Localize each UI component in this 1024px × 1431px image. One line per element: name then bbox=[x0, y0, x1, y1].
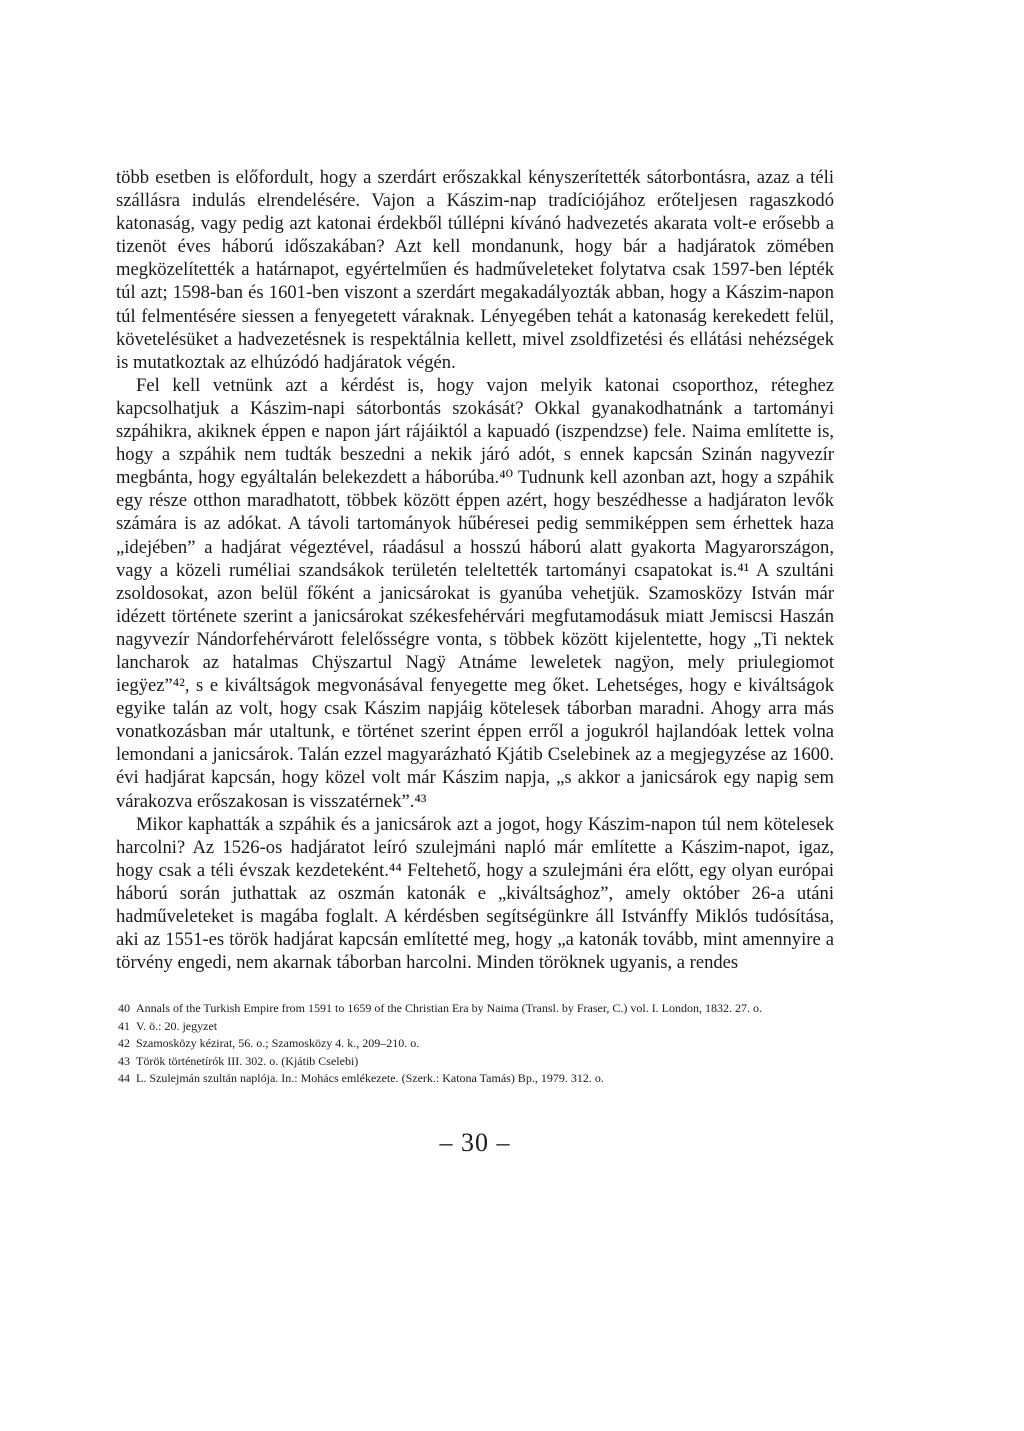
body-text bbox=[116, 166, 834, 974]
footnote-40 bbox=[116, 1000, 834, 1018]
footnote-number: 44 bbox=[118, 1071, 130, 1086]
footnote-text: Szamosközy kézirat, 56. o.; Szamosközy 4. k., 209–210. o. bbox=[136, 1036, 420, 1051]
footnote-41 bbox=[116, 1018, 834, 1036]
paragraph-3: Mikor kaphatták a szpáhik és a janicsárok azt a jogot, hogy Kászim-napon túl nem kötelesek harcolni? Az 1526-os hadjáratot leíró szulejmáni napló már említette a Kászim-napot, igaz, hogy csak a téli évszak kezdeteként.⁴⁴ Feltehető, hogy a szulejmáni éra előtt, egy olyan európai háború során juthattak az oszmán katonák e „kiváltsághoz”, amely október 26-a utáni hadműveleteket is magába foglalt. A kérdésben segítségünkre áll Istvánffy Miklós tudósítása, aki az 1551-es török hadjárat kapcsán említetté meg, hogy „a katonák tovább, mint amennyire a törvény engedi, nem akarnak táborban harcolni. Minden töröknek ugyanis, a rendes bbox=[116, 813, 834, 974]
footnote-44 bbox=[116, 1070, 834, 1088]
footnote-text: Török történetírók III. 302. o. (Kjátib Cselebi) bbox=[136, 1053, 359, 1068]
footnote-43 bbox=[116, 1053, 834, 1071]
document-page bbox=[116, 166, 834, 1158]
footnotes bbox=[116, 1000, 834, 1088]
footnote-number: 40 bbox=[118, 1001, 130, 1016]
footnote-number: 42 bbox=[118, 1036, 130, 1051]
footnote-number: 41 bbox=[118, 1018, 130, 1033]
footnote-42 bbox=[116, 1035, 834, 1053]
page-number: – 30 – bbox=[439, 1127, 511, 1157]
paragraph-2: Fel kell vetnünk azt a kérdést is, hogy vajon melyik katonai csoporthoz, réteghez kapcsolhatjuk a Kászim-napi sátorbontás szokását? Okkal gyanakodhatnánk a tartományi szpáhikra, akiknek éppen e napon járt rájáiktól a kapuadó (iszpendzse) fele. Naima említette is, hogy a szpáhik nem tudták beszedni a nekik járó adót, s ennek kapcsán Szinán nagyvezír megbánta, hogy egyáltalán belekezdett a háborúba.⁴⁰ Tudnunk kell azonban azt, hogy a szpáhik egy része otthon maradhatott, többek között éppen azért, hogy beszédhesse a hadjáraton levők számára is az adókat. A távoli tartományok hűbéresei pedig semmiképpen sem érhettek haza „idejében” a hadjárat végeztével, ráadásul a hosszú háború alatt gyakorta Magyarországon, vagy a közeli ruméliai szandsákok területén teleltették tartományi csapatokat is.⁴¹ A szultáni zsoldosokat, azon belül főként a janicsárokat is gyanúba vehetjük. Szamosközy István már idézett története szerint a janicsárokat székesfehérvári megfutamodásuk miatt Jemiscsi Haszán nagyvezír Nándorfehérvárott felelősségre vonta, s többek között kijelentette, hogy „Ti nektek lancharok az hatalmas Chÿszartul Nagÿ Atnáme leweletek nagÿon, mely priulegiomot iegÿez”⁴², s e kiváltságok megvonásával fenyegette meg őket. Lehetséges, hogy e kiváltságok egyike talán az volt, hogy csak Kászim napjáig kötelesek táborban maradni. Ahogy arra más vonatkozásban már utaltunk, e történet szerint éppen erről a jogukról hajlandóak lettek volna lemondani a janicsárok. Talán ezzel magyarázható Kjátib Cselebinek az a megjegyzése az 1600. évi hadjárat kapcsán, hogy közel volt már Kászim napja, „s akkor a janicsárok egy napig sem várakozva erőszakosan is visszatérnek”.⁴³ bbox=[116, 374, 834, 812]
footnote-text: V. ö.: 20. jegyzet bbox=[136, 1018, 218, 1033]
footnote-text: L. Szulejmán szultán naplója. In.: Mohács emlékezete. (Szerk.: Katona Tamás) Bp., 1979. 312. o. bbox=[136, 1071, 604, 1086]
footnote-text: Annals of the Turkish Empire from 1591 to 1659 of the Christian Era by Naima (Transl. by Fraser, C.) vol. I. London, 1832. 27. o. bbox=[136, 1001, 763, 1016]
paragraph-1: több esetben is előfordult, hogy a szerdárt erőszakkal kényszerítették sátorbontásra, azaz a téli szállásra indulás elrendelésére. Vajon a Kászim-nap tradíciójához erőteljesen ragaszkodó katonaság, vagy pedig azt katonai érdekből túllépni kívánó hadvezetés akarata volt-e erősebb a tizenöt éves háború időszakában? Azt kell mondanunk, hogy bár a hadjáratok zömében megközelítették a határnapot, egyértelműen és hadműveleteket folytatva csak 1597-ben lépték túl azt; 1598-ban és 1601-ben viszont a szerdárt megakadályozták abban, hogy a Kászim-napon túl felmentésére siessen a fenyegetett váraknak. Lényegében tehát a katonaság kerekedett felül, követelésüket a hadvezetésnek is respektálnia kellett, mivel zsoldfizetési és ellátási nehézségek is mutatkoztak az elhúzódó hadjáratok végén. bbox=[116, 167, 834, 373]
footnote-number: 43 bbox=[118, 1053, 130, 1068]
